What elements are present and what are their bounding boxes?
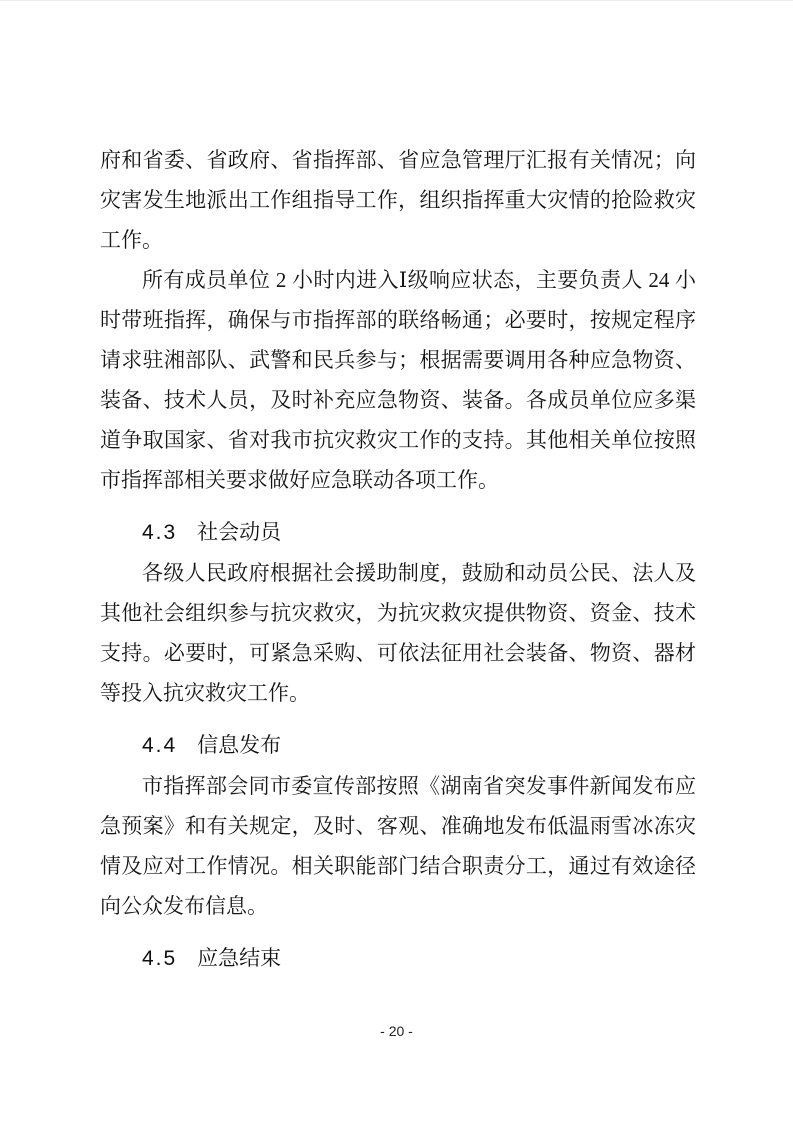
section-heading-4-5	[100, 939, 696, 979]
page-number: - 20 -	[380, 1023, 413, 1039]
section-title: 社会动员	[197, 521, 282, 544]
section-number: 4.4	[142, 734, 178, 757]
paragraph-social-mobilization: 各级人民政府根据社会援助制度，鼓励和动员公民、法人及其他社会组织参与抗灾救灾，为抗灾救灾提供物资、资金、技术支持。必要时，可紧急采购、可依法征用社会装备、物资、器材等投入抗灾救灾工作。	[100, 561, 696, 705]
section-number: 4.3	[142, 521, 178, 544]
paragraph-continued-from-previous-page: 府和省委、省政府、省指挥部、省应急管理厅汇报有关情况；向灾害发生地派出工作组指导工作，组织指挥重大灾情的抢险救灾工作。	[100, 148, 696, 252]
paragraph-information-release: 市指挥部会同市委宣传部按照《湖南省突发事件新闻发布应急预案》和有关规定，及时、客观、准确地发布低温雨雪冰冻灾情及应对工作情况。相关职能部门结合职责分工，通过有效途径向公众发布信息。	[100, 774, 696, 918]
paragraph-member-units-response: 所有成员单位 2 小时内进入Ⅰ级响应状态，主要负责人 24 小时带班指挥，确保与市指挥部的联络畅通；必要时，按规定程序请求驻湘部队、武警和民兵参与；根据需要调用各种应急物资、装备、技术人员，及时补充应急物资、装备。各成员单位应多渠道争取国家、省对我市抗灾救灾工作的支持。其他相关单位按照市指挥部相关要求做好应急联动各项工作。	[100, 268, 696, 492]
section-heading-4-4	[100, 726, 696, 766]
section-number: 4.5	[142, 947, 178, 970]
section-title: 信息发布	[197, 734, 282, 757]
page-footer	[0, 1020, 793, 1042]
section-title: 应急结束	[197, 947, 282, 970]
section-heading-4-3	[100, 513, 696, 553]
